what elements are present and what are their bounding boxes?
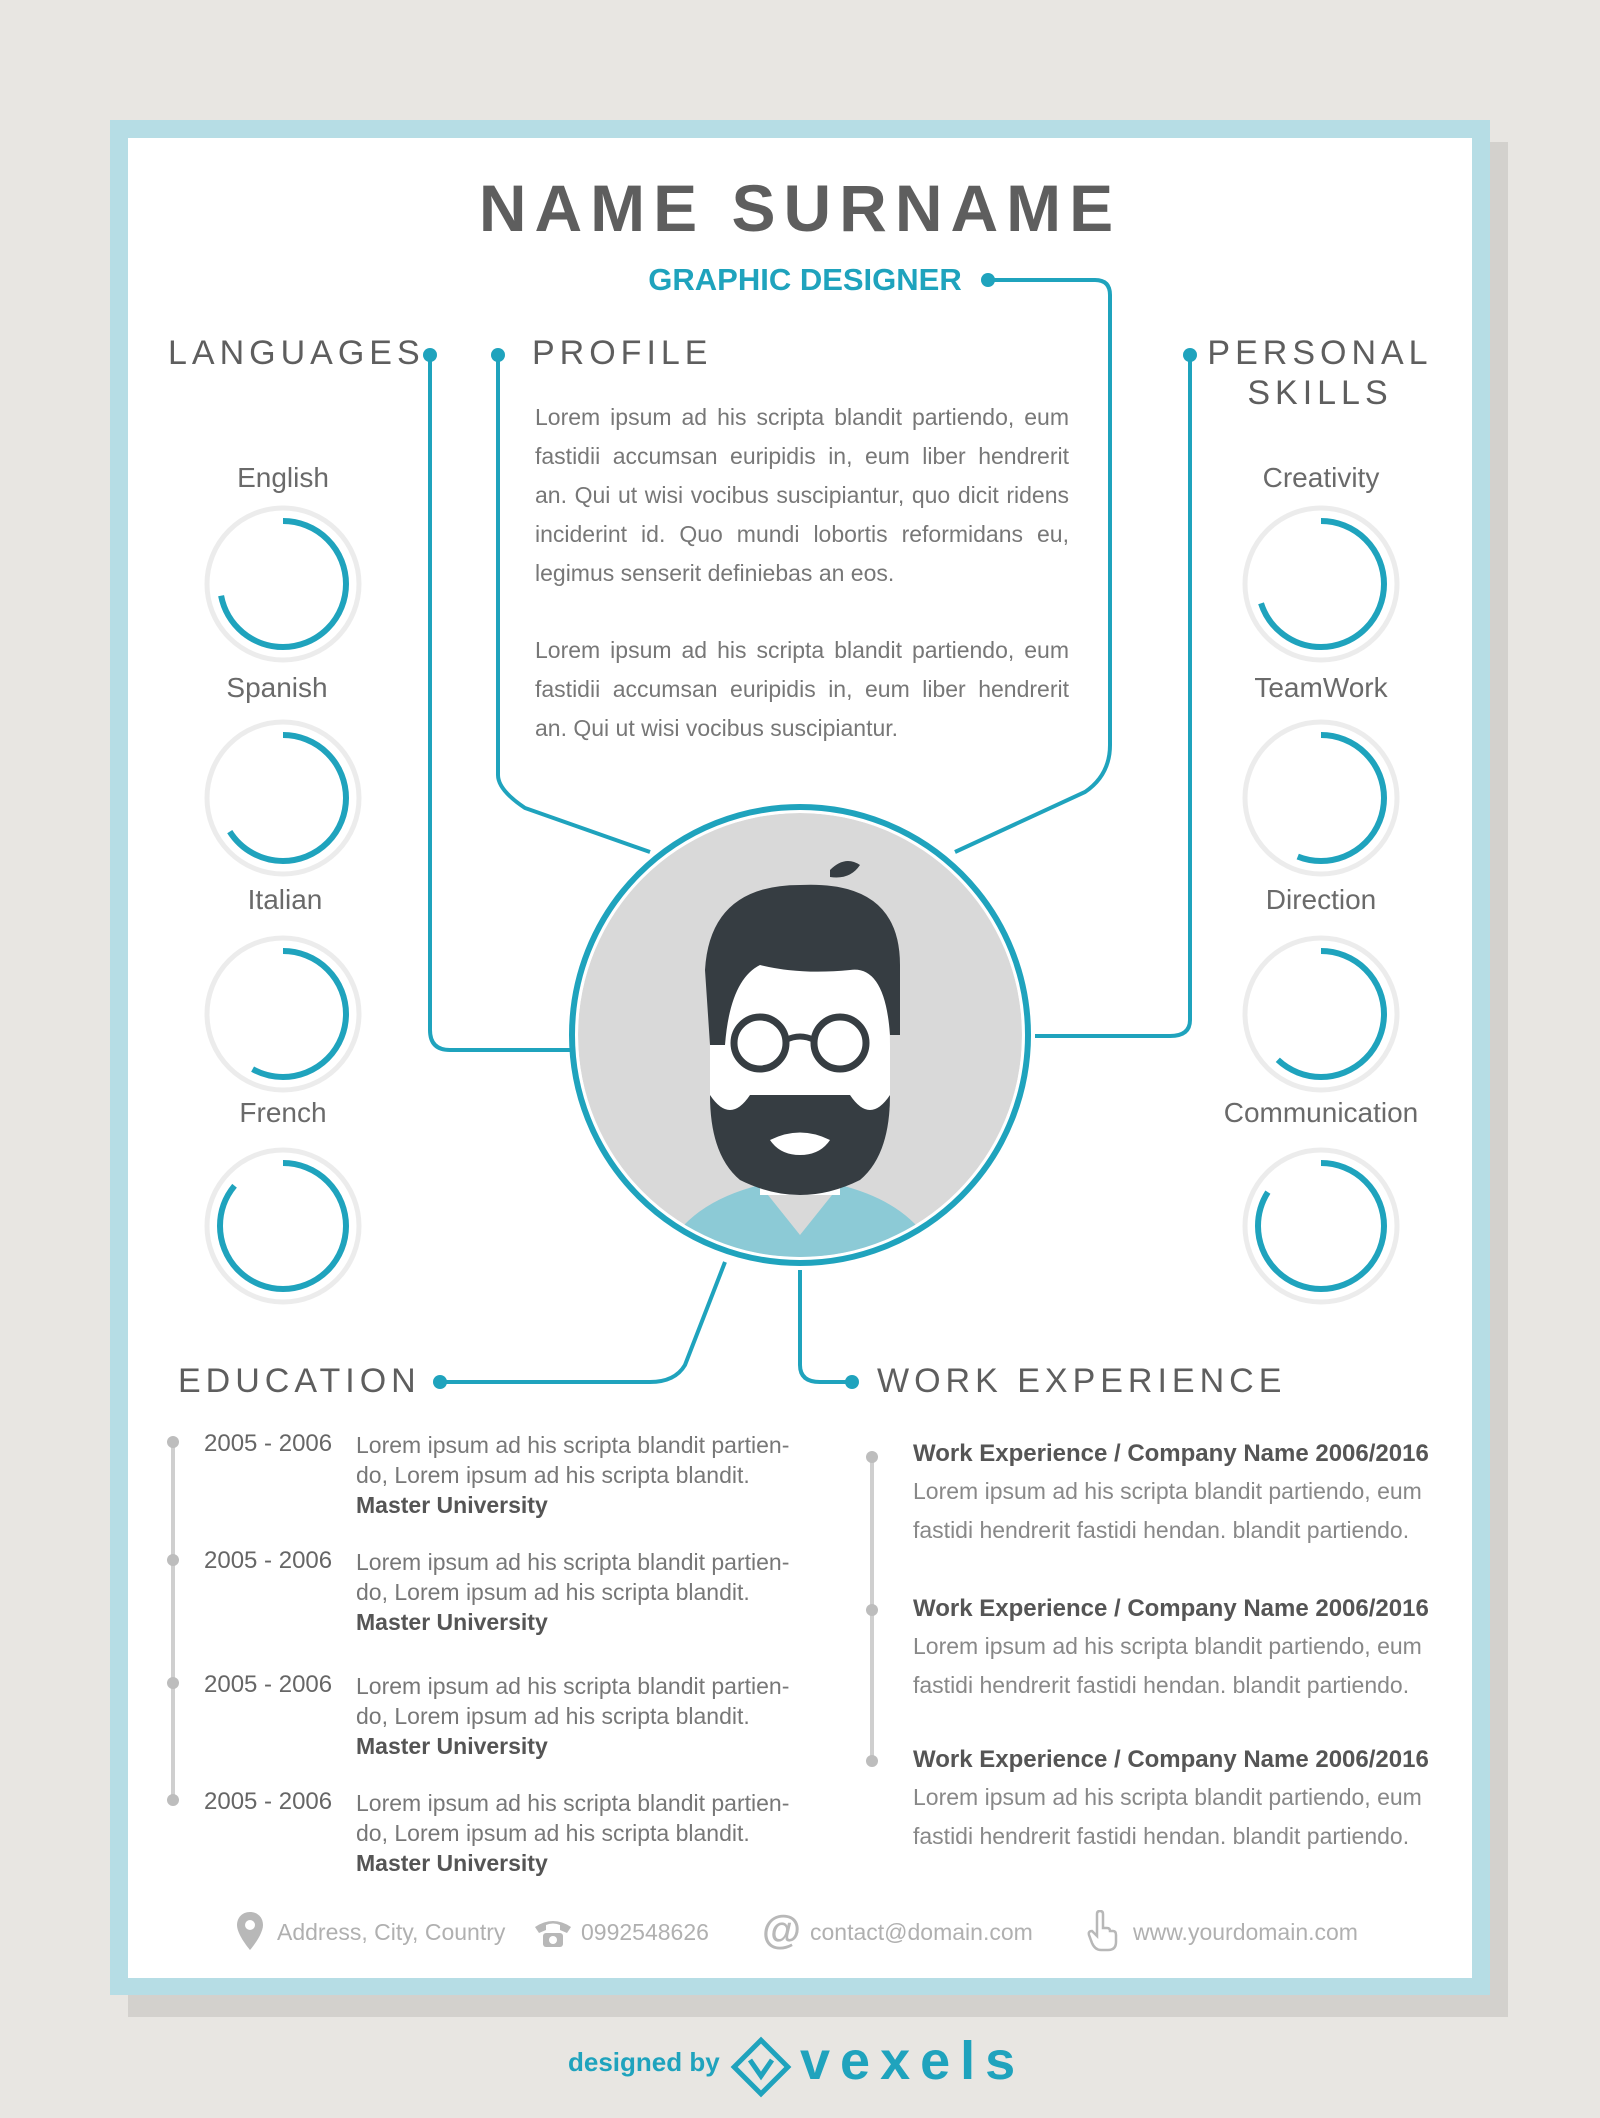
- work-description: Lorem ipsum ad his scripta blandit partiendo, eum: [913, 1633, 1422, 1659]
- education-school: Master University: [356, 1733, 548, 1759]
- work-entry: [913, 1440, 1453, 1550]
- skill-label: Creativity: [1262, 462, 1380, 493]
- education-heading: EDUCATION: [178, 1362, 421, 1400]
- education-description: Lorem ipsum ad his scripta blandit partien-: [356, 1549, 790, 1575]
- language-label: Spanish: [226, 672, 328, 703]
- work-description: Lorem ipsum ad his scripta blandit partiendo, eum: [913, 1784, 1422, 1810]
- work-title: Work Experience / Company Name 2006/2016: [913, 1746, 1429, 1773]
- education-timeline: [160, 1430, 180, 1810]
- education-description: do, Lorem ipsum ad his scripta blandit.: [356, 1820, 750, 1846]
- designed-by-label: designed by: [568, 2047, 720, 2077]
- connector-dot: [423, 348, 437, 362]
- education-description: do, Lorem ipsum ad his scripta blandit.: [356, 1579, 750, 1605]
- profile-paragraph: Lorem ipsum ad his scripta blandit partiendo, eum fastidii accumsan euripidis in, eum liber hendrerit an. Qui ut wisi vocibus suscipiantur, quo dicit ridens inciderint id. Quo mundi lobortis reformidans eu, legimus senserit definiebas an eos.: [535, 404, 1069, 586]
- education-entry: [356, 1547, 796, 1637]
- skill-ring: [1239, 502, 1403, 666]
- education-years: 2005 - 2006: [204, 1671, 333, 1698]
- education-description: Lorem ipsum ad his scripta blandit partien-: [356, 1432, 790, 1458]
- work-title: Work Experience / Company Name 2006/2016: [913, 1595, 1429, 1622]
- at-sign-icon: @: [762, 1908, 802, 1952]
- telephone-icon: [533, 1915, 573, 1949]
- education-description: do, Lorem ipsum ad his scripta blandit.: [356, 1462, 750, 1488]
- skill-ring: [1239, 716, 1403, 880]
- language-ring: [201, 1144, 365, 1308]
- language-label: English: [237, 462, 329, 493]
- skill-label: Direction: [1265, 884, 1377, 915]
- education-entry: [356, 1788, 796, 1878]
- work-experience-heading: WORK EXPERIENCE: [877, 1362, 1287, 1400]
- connector-dot: [491, 348, 505, 362]
- connector-dot: [433, 1375, 447, 1389]
- language-label: Italian: [247, 884, 323, 915]
- education-description: Lorem ipsum ad his scripta blandit partien-: [356, 1673, 790, 1699]
- work-description: fastidi hendrerit fastidi hendan. blandit partiendo.: [913, 1823, 1410, 1849]
- skills-heading-line1: PERSONAL: [1207, 334, 1433, 372]
- education-school: Master University: [356, 1492, 548, 1518]
- job-title: GRAPHIC DESIGNER: [648, 262, 962, 297]
- avatar: [560, 795, 1040, 1275]
- pointer-hand-icon: [1087, 1910, 1119, 1952]
- education-years: 2005 - 2006: [204, 1788, 333, 1815]
- person-name: NAME SURNAME: [478, 171, 1122, 245]
- skill-ring: [1239, 1144, 1403, 1308]
- education-description: Lorem ipsum ad his scripta blandit partien-: [356, 1790, 790, 1816]
- education-entry: [356, 1430, 796, 1520]
- education-school: Master University: [356, 1609, 548, 1635]
- profile-paragraph: Lorem ipsum ad his scripta blandit partiendo, eum fastidii accumsan euripidis in, eum liber hendrerit an. Qui ut wisi vocibus suscipiantur.: [535, 637, 1069, 741]
- location-pin-icon: [235, 1910, 265, 1952]
- contact-website: www.yourdomain.com: [1133, 1919, 1358, 1945]
- work-description: Lorem ipsum ad his scripta blandit partiendo, eum: [913, 1478, 1422, 1504]
- education-entry: [356, 1671, 796, 1761]
- skill-label: TeamWork: [1254, 672, 1388, 703]
- work-entry: [913, 1746, 1453, 1856]
- education-description: do, Lorem ipsum ad his scripta blandit.: [356, 1703, 750, 1729]
- work-timeline: [860, 1445, 880, 1775]
- languages-heading: LANGUAGES: [168, 334, 425, 372]
- work-title: Work Experience / Company Name 2006/2016: [913, 1440, 1429, 1467]
- vexels-brand: vexels: [800, 2031, 1026, 2091]
- profile-heading: PROFILE: [532, 334, 713, 372]
- education-years: 2005 - 2006: [204, 1547, 333, 1574]
- skill-ring: [1239, 932, 1403, 1096]
- language-ring: [201, 716, 365, 880]
- language-ring: [201, 932, 365, 1096]
- contact-email: contact@domain.com: [810, 1919, 1033, 1945]
- education-school: Master University: [356, 1850, 548, 1876]
- education-years: 2005 - 2006: [204, 1430, 333, 1457]
- language-ring: [201, 502, 365, 666]
- contact-phone: 0992548626: [581, 1919, 709, 1945]
- vexels-logo-icon: [730, 2036, 792, 2098]
- skills-heading-line2: SKILLS: [1247, 374, 1393, 412]
- connector-dot: [845, 1375, 859, 1389]
- language-label: French: [239, 1097, 327, 1128]
- contact-address: Address, City, Country: [277, 1919, 506, 1945]
- work-description: fastidi hendrerit fastidi hendan. blandit partiendo.: [913, 1672, 1410, 1698]
- work-entry: [913, 1595, 1453, 1705]
- work-description: fastidi hendrerit fastidi hendan. blandit partiendo.: [913, 1517, 1410, 1543]
- skill-label: Communication: [1223, 1097, 1419, 1128]
